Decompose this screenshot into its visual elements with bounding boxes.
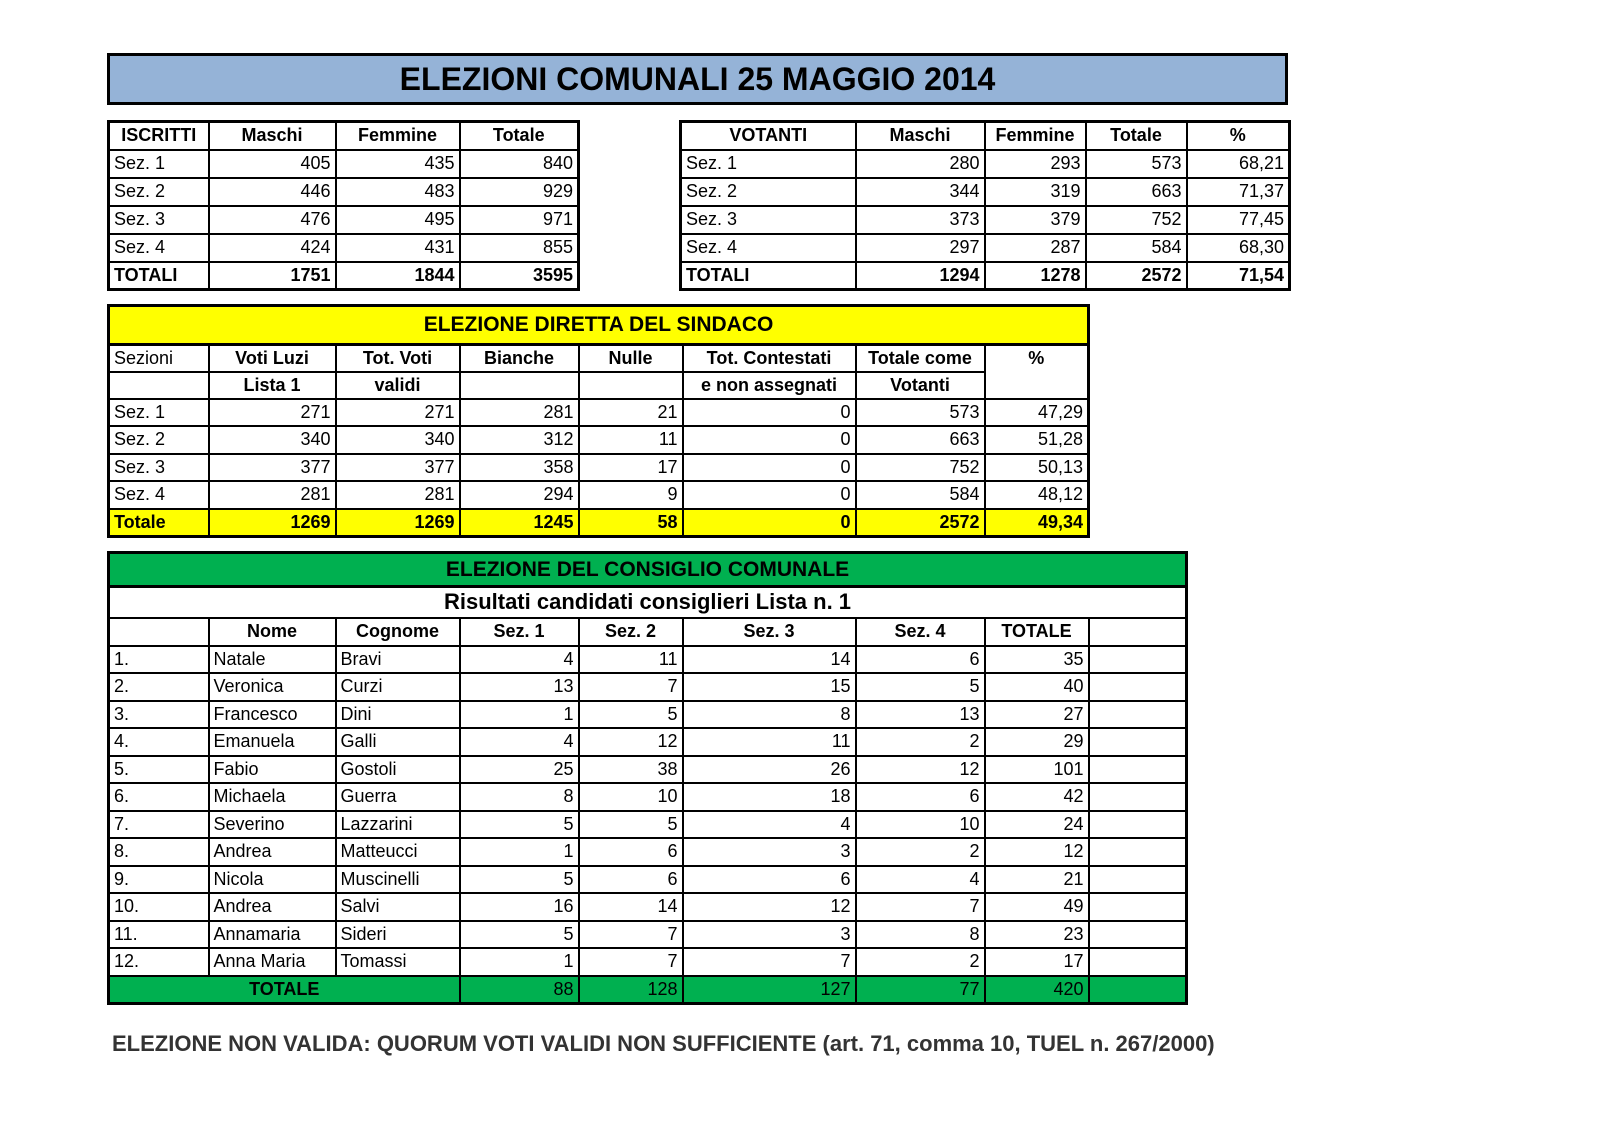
candidate-number: 10. bbox=[109, 893, 209, 921]
votanti-section-label: Sez. 2 bbox=[681, 178, 856, 206]
candidate-row bbox=[109, 893, 1187, 921]
sindaco-voti-lista-value: 281 bbox=[209, 481, 336, 509]
empty-cell bbox=[1089, 728, 1187, 756]
candidate-row bbox=[109, 728, 1187, 756]
iscritti-total-maschi: 1751 bbox=[209, 262, 336, 290]
page-title: ELEZIONI COMUNALI 25 MAGGIO 2014 bbox=[107, 53, 1288, 105]
candidate-first-name: Annamaria bbox=[209, 921, 336, 949]
candidate-sez1-votes: 4 bbox=[460, 728, 579, 756]
iscritti-maschi-value: 446 bbox=[209, 178, 336, 206]
votanti-maschi-value: 280 bbox=[856, 150, 985, 178]
candidate-sez1-votes: 8 bbox=[460, 783, 579, 811]
votanti-total-label: TOTALI bbox=[681, 262, 856, 290]
candidate-sez3-votes: 3 bbox=[683, 921, 856, 949]
candidate-sez3-votes: 18 bbox=[683, 783, 856, 811]
sindaco-title: ELEZIONE DIRETTA DEL SINDACO bbox=[109, 306, 1089, 345]
voti-luzi-subheader: Lista 1 bbox=[209, 372, 336, 399]
candidate-last-name: Galli bbox=[336, 728, 460, 756]
candidate-sez3-votes: 15 bbox=[683, 673, 856, 701]
candidate-row bbox=[109, 646, 1187, 674]
iscritti-femmine-value: 435 bbox=[336, 150, 460, 178]
candidate-sez3-votes: 14 bbox=[683, 646, 856, 674]
empty-cell bbox=[1089, 783, 1187, 811]
candidate-last-name: Sideri bbox=[336, 921, 460, 949]
sindaco-nulle-value: 17 bbox=[579, 454, 683, 482]
numero-header bbox=[109, 618, 209, 646]
candidate-first-name: Andrea bbox=[209, 838, 336, 866]
candidate-first-name: Veronica bbox=[209, 673, 336, 701]
sindaco-row bbox=[109, 426, 1089, 454]
candidate-totale-votes: 40 bbox=[985, 673, 1089, 701]
sindaco-title-row bbox=[109, 306, 1089, 345]
empty-cell bbox=[1089, 701, 1187, 729]
sindaco-percentuale-value: 48,12 bbox=[985, 481, 1089, 509]
empty-cell bbox=[1089, 893, 1187, 921]
candidate-number: 11. bbox=[109, 921, 209, 949]
voti-luzi-header: Voti Luzi bbox=[209, 345, 336, 372]
consiglio-total-totale: 420 bbox=[985, 976, 1089, 1004]
candidate-number: 1. bbox=[109, 646, 209, 674]
sindaco-total-voti-validi: 1269 bbox=[336, 509, 460, 537]
empty-cell bbox=[1089, 866, 1187, 894]
candidate-row bbox=[109, 811, 1187, 839]
candidate-first-name: Emanuela bbox=[209, 728, 336, 756]
sindaco-subheader-row bbox=[109, 372, 1089, 399]
consiglio-title-row bbox=[109, 553, 1187, 587]
tot-contestati-subheader: e non assegnati bbox=[683, 372, 856, 399]
consiglio-header-row bbox=[109, 618, 1187, 646]
sindaco-table bbox=[107, 304, 1090, 538]
candidate-row bbox=[109, 948, 1187, 976]
sindaco-percentuale-header: % bbox=[985, 345, 1089, 399]
consiglio-table-body bbox=[109, 646, 1187, 1004]
votanti-totale-value: 663 bbox=[1086, 178, 1187, 206]
sindaco-contestati-value: 0 bbox=[683, 399, 856, 427]
candidate-last-name: Lazzarini bbox=[336, 811, 460, 839]
sindaco-votanti-value: 663 bbox=[856, 426, 985, 454]
candidate-number: 7. bbox=[109, 811, 209, 839]
iscritti-row bbox=[109, 178, 579, 206]
iscritti-total-femmine: 1844 bbox=[336, 262, 460, 290]
candidate-sez4-votes: 10 bbox=[856, 811, 985, 839]
votanti-header: VOTANTI bbox=[681, 122, 856, 150]
candidate-last-name: Salvi bbox=[336, 893, 460, 921]
sindaco-voti-lista-value: 377 bbox=[209, 454, 336, 482]
nulle-header: Nulle bbox=[579, 345, 683, 372]
candidate-totale-votes: 24 bbox=[985, 811, 1089, 839]
bianche-header: Bianche bbox=[460, 345, 579, 372]
votanti-maschi-value: 373 bbox=[856, 206, 985, 234]
iscritti-header: ISCRITTI bbox=[109, 122, 209, 150]
candidate-sez4-votes: 6 bbox=[856, 783, 985, 811]
candidate-totale-votes: 42 bbox=[985, 783, 1089, 811]
candidate-sez2-votes: 7 bbox=[579, 948, 683, 976]
candidate-sez4-votes: 4 bbox=[856, 866, 985, 894]
iscritti-maschi-value: 424 bbox=[209, 234, 336, 262]
iscritti-totale-value: 840 bbox=[460, 150, 579, 178]
sindaco-contestati-value: 0 bbox=[683, 426, 856, 454]
iscritti-totale-value: 855 bbox=[460, 234, 579, 262]
sindaco-contestati-value: 0 bbox=[683, 481, 856, 509]
consiglio-total-label: TOTALE bbox=[109, 976, 460, 1004]
candidate-totale-votes: 35 bbox=[985, 646, 1089, 674]
sindaco-percentuale-value: 50,13 bbox=[985, 454, 1089, 482]
sindaco-table-body bbox=[109, 399, 1089, 537]
consiglio-total-sez1: 88 bbox=[460, 976, 579, 1004]
candidate-sez4-votes: 12 bbox=[856, 756, 985, 784]
candidate-sez1-votes: 5 bbox=[460, 921, 579, 949]
votanti-femmine-header: Femmine bbox=[985, 122, 1086, 150]
sindaco-total-bianche: 1245 bbox=[460, 509, 579, 537]
sindaco-votanti-value: 584 bbox=[856, 481, 985, 509]
sindaco-table-head bbox=[109, 306, 1089, 399]
sindaco-voti-validi-value: 377 bbox=[336, 454, 460, 482]
sindaco-section-label: Sez. 2 bbox=[109, 426, 209, 454]
consiglio-total-sez2: 128 bbox=[579, 976, 683, 1004]
sindaco-nulle-value: 9 bbox=[579, 481, 683, 509]
sindaco-bianche-value: 312 bbox=[460, 426, 579, 454]
candidate-sez3-votes: 11 bbox=[683, 728, 856, 756]
votanti-total-row bbox=[681, 262, 1290, 290]
candidate-row bbox=[109, 756, 1187, 784]
candidate-sez4-votes: 5 bbox=[856, 673, 985, 701]
candidate-first-name: Michaela bbox=[209, 783, 336, 811]
candidate-sez1-votes: 25 bbox=[460, 756, 579, 784]
votanti-percentuale-value: 71,37 bbox=[1187, 178, 1290, 206]
candidate-sez4-votes: 7 bbox=[856, 893, 985, 921]
sindaco-voti-validi-value: 271 bbox=[336, 399, 460, 427]
sindaco-nulle-value: 21 bbox=[579, 399, 683, 427]
sindaco-percentuale-value: 47,29 bbox=[985, 399, 1089, 427]
candidate-last-name: Muscinelli bbox=[336, 866, 460, 894]
empty-cell bbox=[1089, 811, 1187, 839]
candidate-row bbox=[109, 701, 1187, 729]
iscritti-total-row bbox=[109, 262, 579, 290]
candidate-sez2-votes: 6 bbox=[579, 866, 683, 894]
totale-votanti-header: Totale come bbox=[856, 345, 985, 372]
empty-cell bbox=[1089, 756, 1187, 784]
candidate-sez1-votes: 4 bbox=[460, 646, 579, 674]
sez4-header: Sez. 4 bbox=[856, 618, 985, 646]
sindaco-total-row bbox=[109, 509, 1089, 537]
candidate-sez4-votes: 2 bbox=[856, 948, 985, 976]
sindaco-votanti-value: 752 bbox=[856, 454, 985, 482]
candidate-sez1-votes: 1 bbox=[460, 838, 579, 866]
candidate-first-name: Nicola bbox=[209, 866, 336, 894]
sindaco-header-row bbox=[109, 345, 1089, 372]
sez1-header: Sez. 1 bbox=[460, 618, 579, 646]
sindaco-total-nulle: 58 bbox=[579, 509, 683, 537]
tot-contestati-header: Tot. Contestati bbox=[683, 345, 856, 372]
candidate-number: 2. bbox=[109, 673, 209, 701]
candidate-totale-votes: 17 bbox=[985, 948, 1089, 976]
empty-cell bbox=[1089, 948, 1187, 976]
iscritti-femmine-value: 495 bbox=[336, 206, 460, 234]
sindaco-voti-validi-value: 340 bbox=[336, 426, 460, 454]
candidate-last-name: Guerra bbox=[336, 783, 460, 811]
iscritti-totale-value: 971 bbox=[460, 206, 579, 234]
iscritti-row bbox=[109, 150, 579, 178]
empty-cell bbox=[1089, 673, 1187, 701]
candidate-sez1-votes: 13 bbox=[460, 673, 579, 701]
candidate-number: 9. bbox=[109, 866, 209, 894]
candidate-row bbox=[109, 783, 1187, 811]
votanti-totale-value: 752 bbox=[1086, 206, 1187, 234]
candidate-sez4-votes: 2 bbox=[856, 838, 985, 866]
candidate-sez4-votes: 6 bbox=[856, 646, 985, 674]
candidate-sez1-votes: 5 bbox=[460, 866, 579, 894]
candidate-first-name: Fabio bbox=[209, 756, 336, 784]
bianche-subheader bbox=[460, 372, 579, 399]
sindaco-row bbox=[109, 399, 1089, 427]
votanti-maschi-value: 344 bbox=[856, 178, 985, 206]
iscritti-section-label: Sez. 2 bbox=[109, 178, 209, 206]
candidate-totale-votes: 27 bbox=[985, 701, 1089, 729]
candidate-sez2-votes: 7 bbox=[579, 921, 683, 949]
nulle-subheader bbox=[579, 372, 683, 399]
consiglio-subtitle-row bbox=[109, 587, 1187, 618]
consiglio-total-row bbox=[109, 976, 1187, 1004]
candidate-last-name: Gostoli bbox=[336, 756, 460, 784]
candidate-number: 6. bbox=[109, 783, 209, 811]
candidate-sez1-votes: 1 bbox=[460, 701, 579, 729]
sezioni-header: Sezioni bbox=[109, 345, 209, 372]
sindaco-section-label: Sez. 1 bbox=[109, 399, 209, 427]
empty-cell bbox=[1089, 838, 1187, 866]
votanti-section-label: Sez. 3 bbox=[681, 206, 856, 234]
consiglio-table-head bbox=[109, 553, 1187, 646]
totale-header: TOTALE bbox=[985, 618, 1089, 646]
empty-cell bbox=[1089, 921, 1187, 949]
totale-votanti-subheader: Votanti bbox=[856, 372, 985, 399]
votanti-femmine-value: 293 bbox=[985, 150, 1086, 178]
votanti-table-head bbox=[681, 122, 1290, 150]
iscritti-table-head bbox=[109, 122, 579, 150]
candidate-totale-votes: 23 bbox=[985, 921, 1089, 949]
candidate-sez2-votes: 7 bbox=[579, 673, 683, 701]
candidate-sez1-votes: 5 bbox=[460, 811, 579, 839]
sindaco-section-label: Sez. 4 bbox=[109, 481, 209, 509]
sezioni-subheader bbox=[109, 372, 209, 399]
extra-header bbox=[1089, 618, 1187, 646]
candidate-totale-votes: 101 bbox=[985, 756, 1089, 784]
iscritti-femmine-value: 483 bbox=[336, 178, 460, 206]
votanti-percentuale-value: 68,30 bbox=[1187, 234, 1290, 262]
sindaco-percentuale-value: 51,28 bbox=[985, 426, 1089, 454]
sindaco-bianche-value: 294 bbox=[460, 481, 579, 509]
sindaco-total-label: Totale bbox=[109, 509, 209, 537]
footer-note: ELEZIONE NON VALIDA: QUORUM VOTI VALIDI NON SUFFICIENTE (art. 71, comma 10, TUEL n. 267/2000) bbox=[112, 1031, 1215, 1056]
candidate-sez3-votes: 3 bbox=[683, 838, 856, 866]
sez3-header: Sez. 3 bbox=[683, 618, 856, 646]
iscritti-maschi-value: 476 bbox=[209, 206, 336, 234]
candidate-sez4-votes: 13 bbox=[856, 701, 985, 729]
sindaco-voti-validi-value: 281 bbox=[336, 481, 460, 509]
candidate-last-name: Dini bbox=[336, 701, 460, 729]
consiglio-total-sez3: 127 bbox=[683, 976, 856, 1004]
candidate-sez2-votes: 6 bbox=[579, 838, 683, 866]
iscritti-total-totale: 3595 bbox=[460, 262, 579, 290]
votanti-totale-value: 573 bbox=[1086, 150, 1187, 178]
votanti-totale-value: 584 bbox=[1086, 234, 1187, 262]
candidate-sez2-votes: 11 bbox=[579, 646, 683, 674]
votanti-maschi-value: 297 bbox=[856, 234, 985, 262]
iscritti-row bbox=[109, 234, 579, 262]
candidate-sez4-votes: 8 bbox=[856, 921, 985, 949]
candidate-first-name: Francesco bbox=[209, 701, 336, 729]
iscritti-femmine-value: 431 bbox=[336, 234, 460, 262]
iscritti-maschi-value: 405 bbox=[209, 150, 336, 178]
candidate-sez3-votes: 6 bbox=[683, 866, 856, 894]
candidate-sez3-votes: 7 bbox=[683, 948, 856, 976]
iscritti-table bbox=[107, 120, 580, 291]
iscritti-total-label: TOTALI bbox=[109, 262, 209, 290]
candidate-number: 8. bbox=[109, 838, 209, 866]
votanti-row bbox=[681, 178, 1290, 206]
tot-voti-subheader: validi bbox=[336, 372, 460, 399]
iscritti-totale-header: Totale bbox=[460, 122, 579, 150]
votanti-percentuale-value: 68,21 bbox=[1187, 150, 1290, 178]
iscritti-row bbox=[109, 206, 579, 234]
votanti-percentuale-header: % bbox=[1187, 122, 1290, 150]
candidate-sez2-votes: 14 bbox=[579, 893, 683, 921]
votanti-totale-header: Totale bbox=[1086, 122, 1187, 150]
candidate-row bbox=[109, 921, 1187, 949]
candidate-row bbox=[109, 838, 1187, 866]
sindaco-row bbox=[109, 454, 1089, 482]
votanti-row bbox=[681, 234, 1290, 262]
consiglio-title: ELEZIONE DEL CONSIGLIO COMUNALE bbox=[109, 553, 1187, 587]
candidate-sez1-votes: 1 bbox=[460, 948, 579, 976]
iscritti-section-label: Sez. 1 bbox=[109, 150, 209, 178]
candidate-first-name: Andrea bbox=[209, 893, 336, 921]
candidate-sez3-votes: 12 bbox=[683, 893, 856, 921]
sindaco-total-percentuale: 49,34 bbox=[985, 509, 1089, 537]
sindaco-total-voti-lista: 1269 bbox=[209, 509, 336, 537]
votanti-table bbox=[679, 120, 1291, 291]
nome-header: Nome bbox=[209, 618, 336, 646]
sez2-header: Sez. 2 bbox=[579, 618, 683, 646]
consiglio-subtitle: Risultati candidati consiglieri Lista n. 1 bbox=[109, 587, 1187, 618]
candidate-sez4-votes: 2 bbox=[856, 728, 985, 756]
sindaco-total-contestati: 0 bbox=[683, 509, 856, 537]
votanti-row bbox=[681, 150, 1290, 178]
cognome-header: Cognome bbox=[336, 618, 460, 646]
sindaco-bianche-value: 358 bbox=[460, 454, 579, 482]
candidate-totale-votes: 49 bbox=[985, 893, 1089, 921]
iscritti-section-label: Sez. 4 bbox=[109, 234, 209, 262]
candidate-totale-votes: 21 bbox=[985, 866, 1089, 894]
iscritti-section-label: Sez. 3 bbox=[109, 206, 209, 234]
candidate-sez3-votes: 26 bbox=[683, 756, 856, 784]
candidate-sez2-votes: 38 bbox=[579, 756, 683, 784]
votanti-total-maschi: 1294 bbox=[856, 262, 985, 290]
sindaco-row bbox=[109, 481, 1089, 509]
votanti-femmine-value: 287 bbox=[985, 234, 1086, 262]
consiglio-total-sez4: 77 bbox=[856, 976, 985, 1004]
candidate-number: 5. bbox=[109, 756, 209, 784]
iscritti-header-row bbox=[109, 122, 579, 150]
votanti-total-percentuale: 71,54 bbox=[1187, 262, 1290, 290]
sindaco-contestati-value: 0 bbox=[683, 454, 856, 482]
empty-cell bbox=[1089, 976, 1187, 1004]
candidate-first-name: Severino bbox=[209, 811, 336, 839]
sindaco-votanti-value: 573 bbox=[856, 399, 985, 427]
candidate-last-name: Tomassi bbox=[336, 948, 460, 976]
sindaco-voti-lista-value: 271 bbox=[209, 399, 336, 427]
candidate-number: 3. bbox=[109, 701, 209, 729]
sindaco-voti-lista-value: 340 bbox=[209, 426, 336, 454]
iscritti-table-body bbox=[109, 150, 579, 290]
votanti-header-row bbox=[681, 122, 1290, 150]
candidate-row bbox=[109, 673, 1187, 701]
iscritti-totale-value: 929 bbox=[460, 178, 579, 206]
votanti-femmine-value: 319 bbox=[985, 178, 1086, 206]
iscritti-maschi-header: Maschi bbox=[209, 122, 336, 150]
candidate-row bbox=[109, 866, 1187, 894]
candidate-sez2-votes: 10 bbox=[579, 783, 683, 811]
votanti-percentuale-value: 77,45 bbox=[1187, 206, 1290, 234]
candidate-last-name: Matteucci bbox=[336, 838, 460, 866]
votanti-maschi-header: Maschi bbox=[856, 122, 985, 150]
candidate-sez2-votes: 5 bbox=[579, 811, 683, 839]
empty-cell bbox=[1089, 646, 1187, 674]
candidate-first-name: Natale bbox=[209, 646, 336, 674]
iscritti-femmine-header: Femmine bbox=[336, 122, 460, 150]
sindaco-nulle-value: 11 bbox=[579, 426, 683, 454]
votanti-row bbox=[681, 206, 1290, 234]
candidate-first-name: Anna Maria bbox=[209, 948, 336, 976]
votanti-section-label: Sez. 4 bbox=[681, 234, 856, 262]
tot-voti-header: Tot. Voti bbox=[336, 345, 460, 372]
candidate-totale-votes: 29 bbox=[985, 728, 1089, 756]
votanti-section-label: Sez. 1 bbox=[681, 150, 856, 178]
votanti-table-body bbox=[681, 150, 1290, 290]
sindaco-bianche-value: 281 bbox=[460, 399, 579, 427]
candidate-sez2-votes: 5 bbox=[579, 701, 683, 729]
consiglio-table bbox=[107, 551, 1188, 1005]
candidate-totale-votes: 12 bbox=[985, 838, 1089, 866]
candidate-last-name: Bravi bbox=[336, 646, 460, 674]
candidate-sez2-votes: 12 bbox=[579, 728, 683, 756]
sindaco-section-label: Sez. 3 bbox=[109, 454, 209, 482]
candidate-number: 12. bbox=[109, 948, 209, 976]
sindaco-total-votanti: 2572 bbox=[856, 509, 985, 537]
candidate-last-name: Curzi bbox=[336, 673, 460, 701]
votanti-total-totale: 2572 bbox=[1086, 262, 1187, 290]
candidate-sez1-votes: 16 bbox=[460, 893, 579, 921]
candidate-number: 4. bbox=[109, 728, 209, 756]
votanti-femmine-value: 379 bbox=[985, 206, 1086, 234]
candidate-sez3-votes: 4 bbox=[683, 811, 856, 839]
candidate-sez3-votes: 8 bbox=[683, 701, 856, 729]
votanti-total-femmine: 1278 bbox=[985, 262, 1086, 290]
